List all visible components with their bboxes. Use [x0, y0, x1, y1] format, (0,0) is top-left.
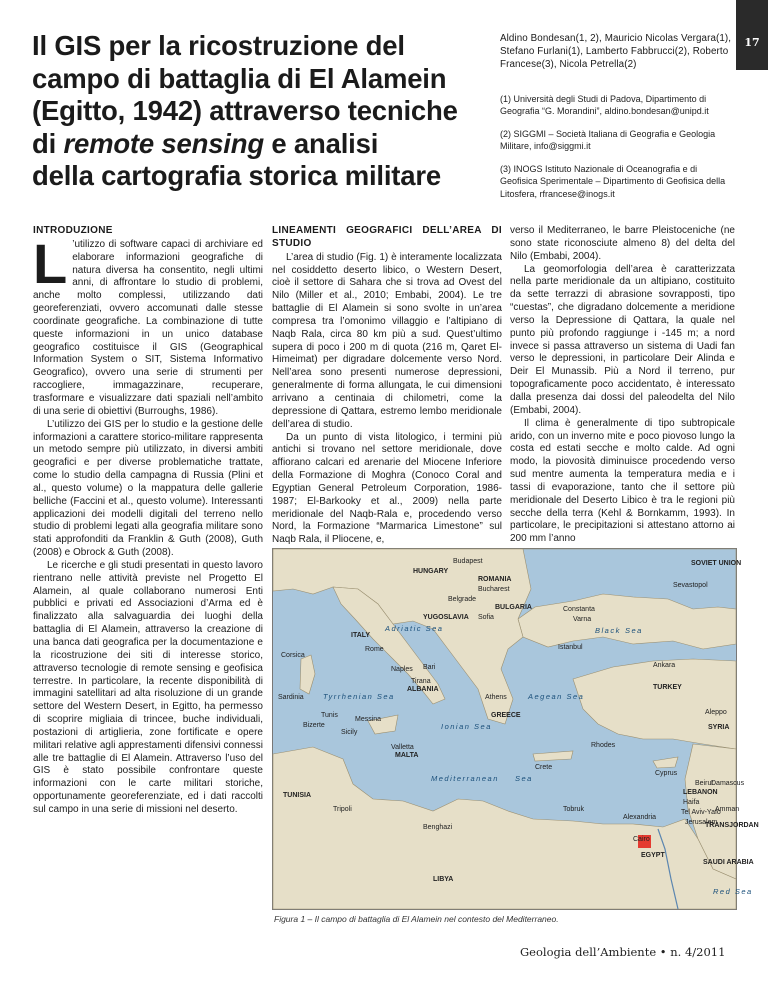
- map-label: Messina: [355, 716, 382, 723]
- map-label: Crete: [535, 764, 553, 771]
- map-label: Alexandria: [623, 814, 657, 821]
- paragraph: [33, 231, 263, 419]
- map-label: Tyrrhenian Sea: [323, 692, 395, 701]
- map-label: Bucharest: [478, 586, 510, 593]
- map-label: HUNGARY: [413, 568, 449, 575]
- map-label: ITALY: [351, 632, 371, 639]
- map-label: Cairo: [633, 836, 650, 843]
- map-label: Sea: [625, 626, 643, 635]
- map-label: Tunis: [321, 712, 338, 719]
- map-label: Rhodes: [591, 742, 616, 749]
- paragraph: verso il Mediterraneo, le barre Pleistoceniche (ne sono state riconosciute almeno 8) del delta del Nilo (Embabi, 2004).: [510, 225, 735, 262]
- map-label: Corsica: [281, 652, 305, 659]
- map-label: Tel Aviv-Yafo: [681, 809, 721, 816]
- title-line: [32, 128, 472, 161]
- map-label: Jerusalem: [685, 819, 718, 826]
- map-label: Athens: [485, 694, 507, 701]
- map-label: Ankara: [653, 662, 676, 669]
- map-label: Amman: [715, 806, 740, 813]
- mediterranean-map: [272, 548, 759, 910]
- map-label: Adriatic Sea: [385, 624, 444, 633]
- map-label: Bizerte: [303, 722, 325, 729]
- map-label: Beirut: [695, 780, 714, 787]
- map-label: Sea: [515, 774, 533, 783]
- column-3: [510, 225, 735, 546]
- map-label: Sicily: [341, 729, 358, 736]
- paragraph-text: ’utilizzo di software capaci di archiviare ed elaborare informazioni geografiche di natura diversa ha consentito, negli ultimi anni, di affrontare lo studio di problemi, anche molto complessi, utilizzando dati georeferenziati, ovvero accomunati dalle stesse coordinate geografiche. La combinazione di tutte queste informazioni in un unico database geografico costituisce il GIS (Geographical Information System o SIT, Sistema Informativo Geografico), ovvero una serie di strumenti per raccogliere, immagazzinare, recuperare, trasformare e visualizzare dati spaziali nell’ambito di una serie di obiettivi (Burroughs, 1986).: [33, 238, 263, 417]
- map-label: Constanta: [563, 606, 595, 613]
- title-fragment: e analisi: [263, 127, 379, 159]
- map-label: Valletta: [391, 744, 414, 751]
- map-label: ROMANIA: [478, 576, 512, 583]
- paragraph: Il clima è generalmente di tipo subtropicale arido, con un inverno mite e poco piovoso lungo la costa ed estati secche e molto calde. Ad ogni modo, la piovosità diminuisce procedendo verso sud mentre aumenta la temperatura media e i tassi di evaporazione, tanto che il settore più meridionale del Deserto Libico è tra le regioni più secche della terra (Kehl & Bornkamm, 1993). In particolare, le precipitazioni si attestano attorno ai 200 mm l’anno: [510, 417, 735, 545]
- title-line: della cartografia storica militare: [32, 160, 441, 191]
- map-label: Budapest: [453, 558, 483, 565]
- affiliation-3: (3) INOGS Istituto Nazionale di Oceanografia e di Geofisica Sperimentale – Dipartimento di Geofisica della Litosfera, rfrancese@inogs.it: [500, 164, 726, 199]
- map-label: Varna: [573, 616, 592, 623]
- map-label: ALBANIA: [407, 686, 439, 693]
- map-label: Benghazi: [423, 824, 453, 831]
- title-line: campo di battaglia di El Alamein: [32, 62, 447, 94]
- article-title: [32, 30, 472, 193]
- map-label: GREECE: [491, 712, 521, 719]
- map-label: Sofia: [478, 614, 494, 621]
- column-1: [33, 225, 263, 817]
- map-label: BULGARIA: [495, 604, 532, 611]
- map-label: Sardinia: [278, 694, 304, 701]
- paragraph: La geomorfologia dell’area è caratterizzata nella parte meridionale da un altipiano, costituito da sette terrazzi di abrasione sovrapposti, tipo “cuestas”, che digradano dolcemente a meridione verso la Depressione di Qattara, la quale nel punto più profondo raggiunge i -145 m; a nord invece si passa attraverso un sistema di Uadi fan verso le depressioni, in particolare Deir Alinda e Deir El Munassib. Più a Nord il terreno, pur topograficamente poco accidentato, è interessato dalla presenza dai dossi del paleodelta del Nilo (Embabi, 2004).: [510, 263, 735, 416]
- map-label: TURKEY: [653, 684, 682, 691]
- map-label: LIBYA: [433, 876, 454, 883]
- section-heading: LINEAMENTI GEOGRAFICI DELL’AREA DI STUDIO: [272, 225, 502, 249]
- map-label: Naples: [391, 666, 413, 673]
- map-label: YUGOSLAVIA: [423, 614, 469, 621]
- title-line: Il GIS per la ricostruzione del: [32, 30, 405, 61]
- map-label: Cyprus: [655, 770, 678, 777]
- paragraph: Le ricerche e gli studi presentati in questo lavoro rientrano nelle attività previste nel Progetto El Alamein, al quale collaborano numerosi Enti pubblici e privati ed Associazioni d’Arma ed è finalizzato alla salvaguardia dei luoghi della battaglia di El Alamein, attraverso la creazione di una banca dati geografica per la documentazione e la ricostruzione dei siti di interesse storico, attraverso tecnologie di remote sensing e geofisica terrestre. In particolare, la recente disponibilità di immagini satellitari ad alta risoluzione di un grande settore del Western Desert, in Egitto, ha permesso di scoprire migliaia di trincee, buche individuali, postazioni di artiglieria, zone fortificate e opere militari relative agli apprestamenti difensivi connessi alle tre battaglie di El Alamein. Attraverso l’uso del GIS è stato possibile confrontare queste informazioni con le carte militari storiche, opportunamente georeferenziate, ed i dati raccolti sul campo in una serie di missioni nel deserto.: [33, 559, 263, 815]
- map-label: Red Sea: [713, 887, 753, 896]
- column-2: [272, 225, 502, 547]
- section-heading: INTRODUZIONE: [33, 225, 113, 236]
- title-fragment: di: [32, 127, 64, 159]
- map-label: Rome: [365, 646, 384, 653]
- affiliation-1: (1) Università degli Studi di Padova, Dipartimento di Geografia “G. Morandini”, aldino.bondesan@unipd.it: [500, 94, 709, 117]
- map-label: SOVIET UNION: [691, 560, 742, 567]
- page-number: 17: [744, 36, 760, 49]
- map-label: Aegean Sea: [528, 692, 585, 701]
- author-list: Aldino Bondesan(1, 2), Mauricio Nicolas Vergara(1), Stefano Furlani(1), Lamberto Fabbrucci(2), Roberto Francese(3), Nicola Petrella(2): [500, 33, 732, 70]
- map-label: LEBANON: [683, 789, 718, 796]
- map-label: TRANSJORDAN: [705, 822, 759, 829]
- drop-cap: L: [33, 231, 68, 295]
- map-label: Ionian Sea: [441, 722, 492, 731]
- map-label: Mediterranean: [431, 774, 499, 783]
- map-label: EGYPT: [641, 852, 665, 859]
- paragraph: L’utilizzo dei GIS per lo studio e la gestione delle informazioni a carattere storico-militare rappresenta un metodo sempre più utilizzato, in diversi ambiti geografici e per diverse problematiche trattate, come lo studio della campagna di Russia (Plini et al., questo volume) o la mappatura delle gallerie belliche (Faccini et al., questo volume). Interessanti applicazioni dei modelli digitali del terreno nello studio di problemi legati alla geografia militare sono stati approfonditi da Franklin & Guth (2008), Guth (2008) e Obrock & Guth (2008).: [33, 418, 263, 559]
- map-label: MALTA: [395, 752, 419, 759]
- map-label: SYRIA: [708, 724, 730, 731]
- map-graphic: [273, 549, 759, 909]
- map-label: Bari: [423, 664, 436, 671]
- map-label: Damascus: [711, 780, 745, 787]
- affiliation-2: (2) SIGGMI – Società Italiana di Geografia e Geologia Militare, info@siggmi.it: [500, 129, 716, 152]
- paragraph: Da un punto di vista litologico, i termini più antichi si trovano nel settore meridionale, dove affiorano calcari ed arenarie del Miocene Inferiore della Formazione di Moghra (Conoco Coral and Egyptian General Petroleum Corporation, 1986-1987; El-Barkooky et al., 2009) nella parte meridionale del Naqb-Rala e, procedendo verso Nord, la Formazione “Marmarica Limestone” sul Naqb Rala, il Pliocene, e,: [272, 431, 502, 546]
- map-label: Tripoli: [333, 806, 352, 813]
- map-label: Aleppo: [705, 709, 727, 716]
- map-label: Haifa: [683, 799, 700, 806]
- map-label: Tirana: [411, 678, 431, 685]
- map-label: TUNISIA: [283, 792, 311, 799]
- journal-footer: Geologia dell’Ambiente • n. 4/2011: [520, 945, 726, 959]
- title-italic-fragment: remote sensing: [63, 127, 264, 159]
- map-label: Sevastopol: [673, 582, 708, 589]
- map-label: Belgrade: [448, 596, 477, 603]
- paragraph: L’area di studio (Fig. 1) è interamente localizzata nel cosiddetto deserto libico, o Western Desert, cioè il settore di Sahara che si trova ad Ovest del Nilo (Miller et al., 2010; Embabi, 2004). Le tre battaglie di El Alamein si sono svolte in un’area compresa tra l’omonimo villaggio e l’altipiano di Naqb Rala, circa 80 km più a sud. Quest’ultimo supera di poco i 200 m di quota (216 m, Qaret El-Himeimat) per digradare dolcemente verso Nord. Nell’area sono presenti numerose depressioni, generalmente di forma allungata, le cui dimensioni arrivano a centinaia di chilometri, come la depressione di Qattara, estremo lembo meridionale dell’area di studio.: [272, 251, 502, 430]
- title-line: (Egitto, 1942) attraverso tecniche: [32, 95, 458, 126]
- figure-caption: Figura 1 – Il campo di battaglia di El Alamein nel contesto del Mediterraneo.: [274, 914, 559, 924]
- page-number-tab: [736, 0, 768, 70]
- map-label: Black: [595, 626, 621, 635]
- map-label: Tobruk: [563, 806, 585, 813]
- map-label: SAUDI ARABIA: [703, 859, 754, 866]
- map-label: Istanbul: [558, 644, 583, 651]
